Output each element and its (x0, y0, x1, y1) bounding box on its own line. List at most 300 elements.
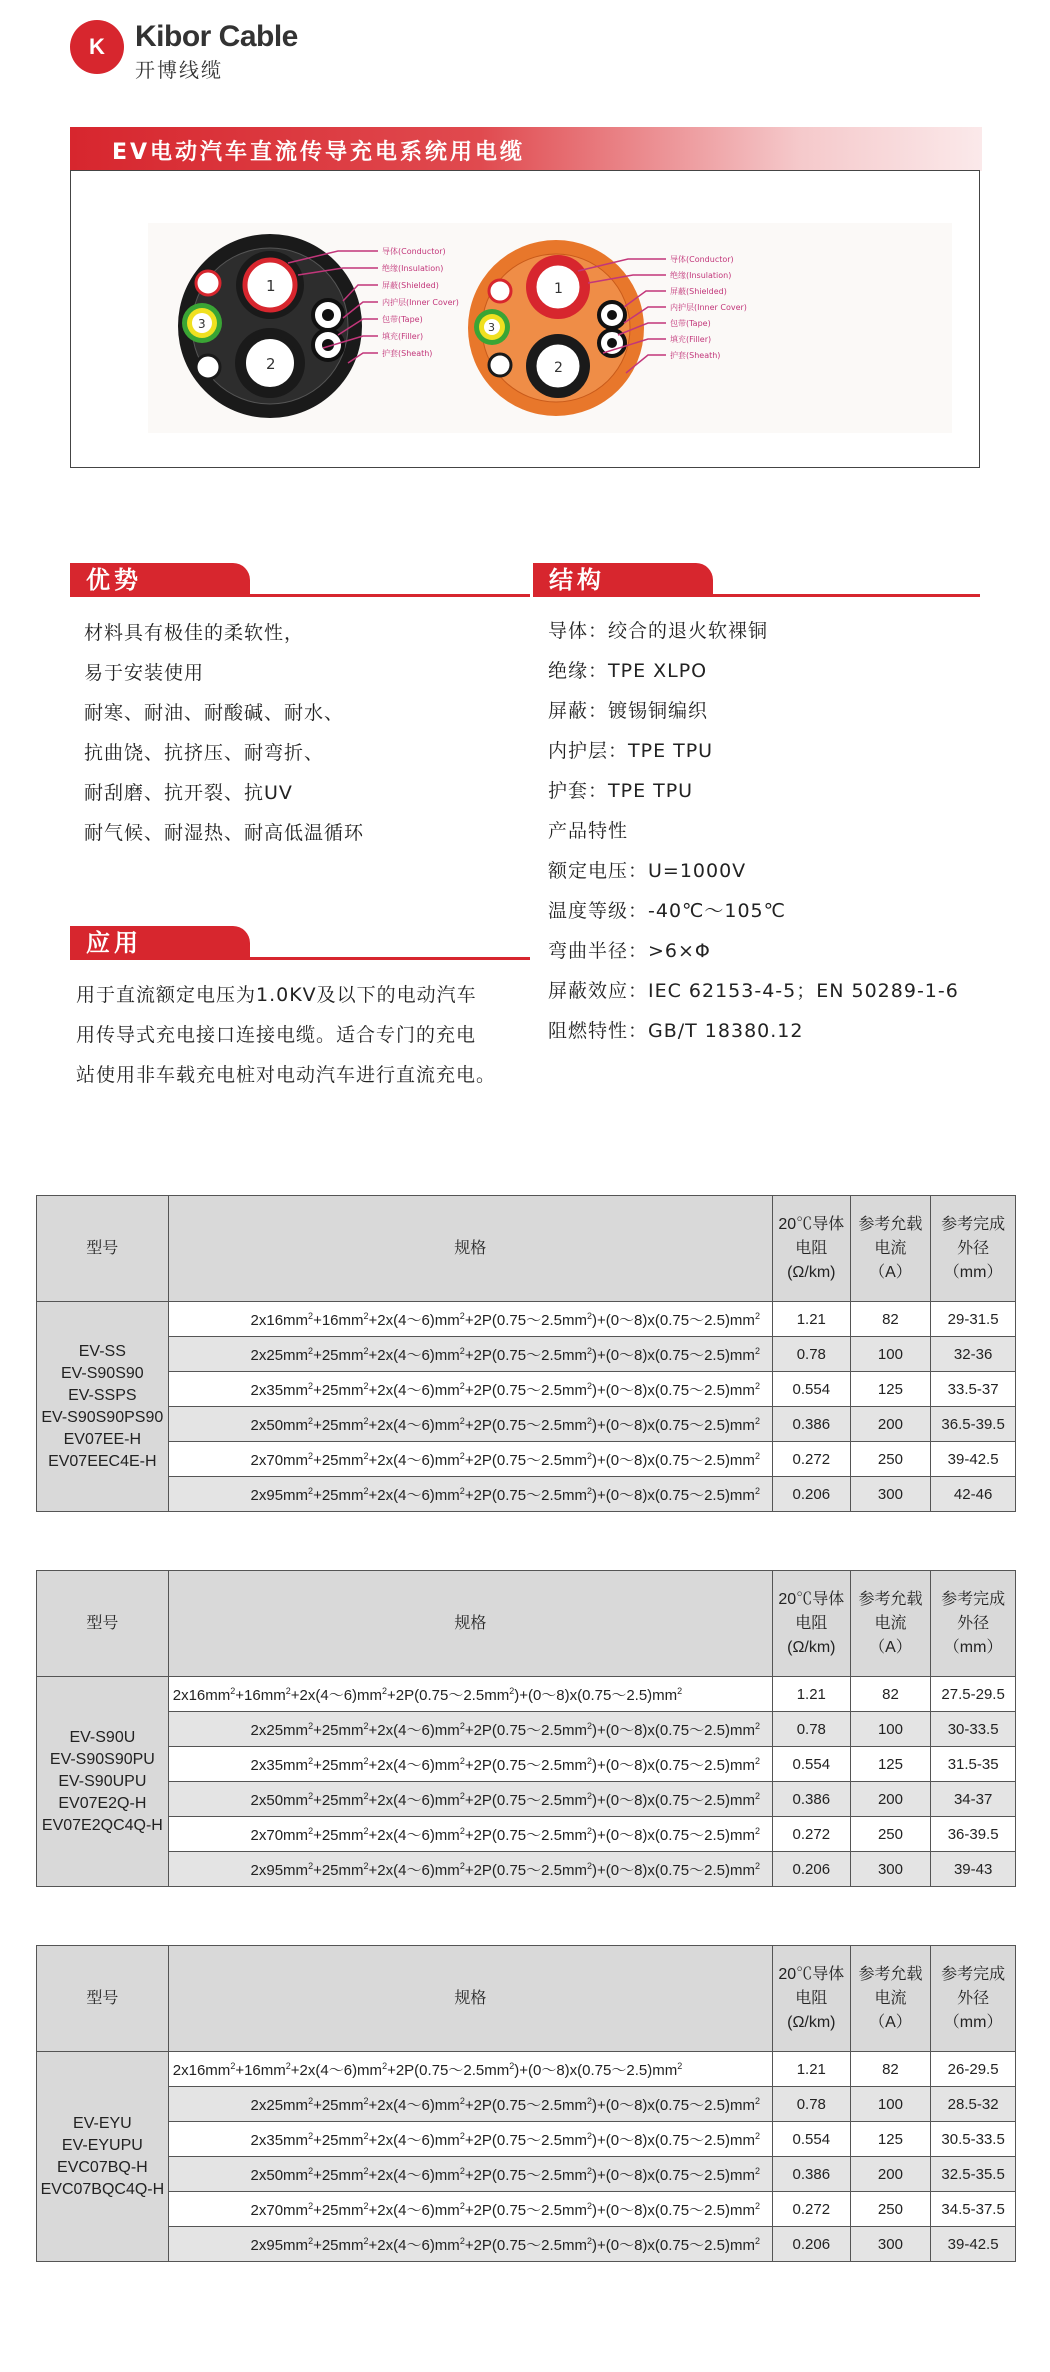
diameter-value: 42-46 (953, 1485, 993, 1503)
application-title: 应用 (70, 926, 250, 960)
diameter-cell (931, 2227, 1016, 2262)
table-row (37, 2157, 1016, 2192)
superscript: 2 (677, 2060, 683, 2071)
advantage-line: 易于安装使用 (84, 662, 205, 684)
structure-line: 屏蔽：镀锡铜编织 (548, 700, 709, 722)
table-row (37, 2192, 1016, 2227)
spec-earth: +2x(4～6)mm (368, 1381, 460, 1399)
diameter-value: 36.5-39.5 (941, 1415, 1005, 1433)
diameter-value: 28.5-32 (947, 2095, 999, 2113)
table-row (37, 1712, 1016, 1747)
diameter-cell (931, 1302, 1016, 1337)
spec-neutral: +25mm (313, 1486, 364, 1504)
spec-aux: )+(0～8)x(0.75～2.5)mm (591, 1756, 755, 1774)
current-value: 125 (877, 1380, 903, 1398)
diameter-cell (931, 2052, 1016, 2087)
superscript: 2 (285, 2060, 291, 2071)
superscript: 2 (363, 2165, 369, 2176)
superscript: 2 (363, 1825, 369, 1836)
resistance-value: 0.206 (792, 1485, 831, 1503)
current-value: 82 (882, 1685, 899, 1703)
label-shielded: 屏蔽(Shielded) (382, 281, 439, 290)
superscript: 2 (459, 1310, 465, 1321)
resistance-cell (772, 1747, 850, 1782)
spec-aux: )+(0～8)x(0.75～2.5)mm (514, 2061, 678, 2079)
spec-cores: 2x35mm (250, 2131, 309, 2149)
header-current-line: 参考允载 (858, 1965, 923, 1983)
spec-pair: +2P(0.75～2.5mm (464, 1346, 587, 1364)
resistance-cell (772, 1782, 850, 1817)
header-model-label: 型号 (86, 1239, 119, 1257)
resistance-value: 0.78 (796, 2095, 826, 2113)
current-cell (850, 1477, 931, 1512)
current-cell (850, 1337, 931, 1372)
superscript: 2 (308, 2095, 314, 2106)
current-cell (850, 1442, 931, 1477)
spec-neutral: +25mm (313, 1416, 364, 1434)
structure-line: 温度等级：-40℃～105℃ (548, 900, 786, 922)
resistance-cell (772, 1337, 850, 1372)
superscript: 2 (363, 1790, 369, 1801)
label-filler-o: 填充(Filler) (670, 335, 712, 344)
spec-cores: 2x25mm (250, 2096, 309, 2114)
superscript: 2 (509, 1685, 515, 1696)
label-insulation: 绝缘(Insulation) (382, 264, 444, 273)
pilot-core-a (196, 271, 220, 295)
table-header-row (37, 1946, 1016, 2052)
spec-cores: 2x50mm (250, 1791, 309, 1809)
core-3-number-o: 3 (488, 321, 495, 334)
header-resistance (772, 1946, 850, 2052)
spec-neutral: +25mm (313, 2096, 364, 2114)
spec-neutral: +25mm (313, 1756, 364, 1774)
application-rule (70, 957, 530, 960)
header-resistance-line: 20℃导体 (778, 1965, 845, 1983)
superscript: 2 (459, 2165, 465, 2176)
advantages-heading (70, 563, 530, 597)
current-cell (850, 2227, 931, 2262)
current-value: 100 (877, 2095, 903, 2113)
resistance-value: 0.206 (792, 2235, 831, 2253)
current-value: 250 (877, 1450, 903, 1468)
spec-aux: )+(0～8)x(0.75～2.5)mm (591, 2166, 755, 2184)
resistance-value: 0.554 (792, 1755, 831, 1773)
superscript: 2 (363, 2095, 369, 2106)
structure-line: 内护层：TPE TPU (548, 740, 714, 762)
structure-line: 阻燃特性：GB/T 18380.12 (548, 1020, 804, 1042)
diameter-cell (931, 1677, 1016, 1712)
spec-table-3 (36, 1945, 1016, 2262)
superscript: 2 (363, 1755, 369, 1766)
spec-cores: 2x35mm (250, 1756, 309, 1774)
spec-pair: +2P(0.75～2.5mm (464, 1486, 587, 1504)
superscript: 2 (754, 1755, 760, 1766)
superscript: 2 (586, 2200, 592, 2211)
current-cell (850, 1372, 931, 1407)
label-sheath-o: 护套(Sheath) (670, 351, 721, 360)
header-model-label: 型号 (86, 1614, 119, 1632)
superscript: 2 (459, 1415, 465, 1426)
header-diameter-line: 参考完成 (941, 1590, 1006, 1608)
current-value: 125 (877, 2130, 903, 2148)
header-current (850, 1571, 931, 1677)
spec-pair: +2P(0.75～2.5mm (464, 1756, 587, 1774)
current-cell (850, 1747, 931, 1782)
diameter-cell (931, 1337, 1016, 1372)
signal-pair-b-core-o (607, 338, 617, 348)
superscript: 2 (363, 1860, 369, 1871)
superscript: 2 (459, 2235, 465, 2246)
spec-cores: 2x70mm (250, 1451, 309, 1469)
model-name: EV-SS (78, 1342, 126, 1360)
resistance-value: 0.386 (792, 1790, 831, 1808)
structure-line: 屏蔽效应：IEC 62153-4-5；EN 50289-1-6 (548, 980, 959, 1002)
spec-pair: +2P(0.75～2.5mm (387, 1686, 510, 1704)
spec-aux: )+(0～8)x(0.75～2.5)mm (591, 1486, 755, 1504)
spec-cell (168, 2157, 772, 2192)
spec-pair: +2P(0.75～2.5mm (464, 1451, 587, 1469)
superscript: 2 (363, 1450, 369, 1461)
header-resistance-line: (Ω/km) (787, 1263, 836, 1281)
spec-earth: +2x(4～6)mm (368, 2201, 460, 2219)
brand-name-en: Kibor Cable (135, 20, 298, 53)
superscript: 2 (308, 1380, 314, 1391)
diameter-value: 30.5-33.5 (941, 2130, 1005, 2148)
spec-cell (168, 1747, 772, 1782)
spec-pair: +2P(0.75～2.5mm (464, 2236, 587, 2254)
current-value: 82 (882, 2060, 899, 2078)
spec-aux: )+(0～8)x(0.75～2.5)mm (591, 1826, 755, 1844)
header-current-line: 电流 (874, 1239, 907, 1257)
diameter-value: 36-39.5 (947, 1825, 999, 1843)
spec-aux: )+(0～8)x(0.75～2.5)mm (591, 1791, 755, 1809)
structure-line: 额定电压：U=1000V (548, 860, 747, 882)
model-name: EV07EEC4E-H (48, 1452, 157, 1470)
current-cell (850, 1782, 931, 1817)
spec-earth: +2x(4～6)mm (368, 2096, 460, 2114)
resistance-cell (772, 1677, 850, 1712)
header-model (37, 1946, 169, 2052)
table-header-row (37, 1571, 1016, 1677)
application-line: 用于直流额定电压为1.0KV及以下的电动汽车 (76, 984, 477, 1006)
header-diameter (931, 1571, 1016, 1677)
current-value: 125 (877, 1755, 903, 1773)
superscript: 2 (754, 2095, 760, 2106)
spec-cell (168, 1407, 772, 1442)
spec-neutral: +25mm (313, 1791, 364, 1809)
diameter-value: 30-33.5 (947, 1720, 999, 1738)
spec-cell (168, 2052, 772, 2087)
header-model-label: 型号 (86, 1989, 119, 2007)
spec-cores: 2x50mm (250, 1416, 309, 1434)
structure-line: 产品特性 (548, 820, 629, 842)
core-1-number-o: 1 (554, 281, 563, 297)
spec-neutral: +25mm (313, 1381, 364, 1399)
superscript: 2 (586, 2095, 592, 2106)
model-list (37, 2052, 169, 2262)
superscript: 2 (459, 1450, 465, 1461)
header-spec-label: 规格 (454, 1239, 487, 1257)
diameter-value: 29-31.5 (947, 1310, 999, 1328)
diameter-cell (931, 2122, 1016, 2157)
spec-earth: +2x(4～6)mm (368, 1756, 460, 1774)
spec-pair: +2P(0.75～2.5mm (464, 1721, 587, 1739)
model-name: EV07E2QC4Q-H (41, 1816, 163, 1834)
diameter-cell (931, 2192, 1016, 2227)
structure-list (548, 616, 959, 1056)
superscript: 2 (754, 1415, 760, 1426)
superscript: 2 (586, 1415, 592, 1426)
label-conductor: 导体(Conductor) (382, 247, 446, 256)
current-value: 200 (877, 1790, 903, 1808)
spec-earth: +2x(4～6)mm (368, 1861, 460, 1879)
superscript: 2 (586, 2130, 592, 2141)
diameter-cell (931, 1442, 1016, 1477)
spec-neutral: +25mm (313, 2236, 364, 2254)
signal-pair-a-core (322, 309, 334, 321)
diameter-value: 26-29.5 (947, 2060, 999, 2078)
spec-cell (168, 1852, 772, 1887)
header-spec (168, 1946, 772, 2052)
table-row (37, 2122, 1016, 2157)
spec-neutral: +16mm (235, 2061, 286, 2079)
superscript: 2 (459, 1790, 465, 1801)
current-cell (850, 2052, 931, 2087)
spec-pair: +2P(0.75～2.5mm (464, 1861, 587, 1879)
resistance-value: 0.78 (796, 1345, 826, 1363)
superscript: 2 (459, 1755, 465, 1766)
label-tape-o: 包带(Tape) (670, 319, 711, 328)
resistance-cell (772, 2122, 850, 2157)
header-current-line: 参考允载 (858, 1215, 923, 1233)
superscript: 2 (459, 1720, 465, 1731)
label-sheath: 护套(Sheath) (382, 349, 433, 358)
pilot-core-b-o (489, 354, 511, 376)
diameter-cell (931, 1477, 1016, 1512)
header-current-line: 电流 (874, 1989, 907, 2007)
advantage-line: 抗曲饶、抗挤压、耐弯折、 (84, 742, 325, 764)
spec-cell (168, 1712, 772, 1747)
superscript: 2 (459, 2200, 465, 2211)
current-value: 250 (877, 1825, 903, 1843)
superscript: 2 (754, 2165, 760, 2176)
diameter-cell (931, 1712, 1016, 1747)
spec-earth: +2x(4～6)mm (368, 1416, 460, 1434)
brand-logo-mark: K (70, 20, 124, 74)
resistance-value: 0.554 (792, 2130, 831, 2148)
superscript: 2 (459, 1345, 465, 1356)
structure-heading (533, 563, 980, 597)
diameter-value: 27.5-29.5 (941, 1685, 1005, 1703)
diameter-value: 31.5-35 (947, 1755, 999, 1773)
spec-table-1 (36, 1195, 1016, 1512)
header-current (850, 1946, 931, 2052)
superscript: 2 (382, 1685, 388, 1696)
core-3-number: 3 (198, 317, 206, 331)
spec-neutral: +16mm (235, 1686, 286, 1704)
superscript: 2 (382, 2060, 388, 2071)
spec-cores: 2x95mm (250, 1486, 309, 1504)
table-row (37, 1407, 1016, 1442)
spec-earth: +2x(4～6)mm (368, 1451, 460, 1469)
advantage-line: 耐刮磨、抗开裂、抗UV (84, 782, 293, 804)
spec-cell (168, 1477, 772, 1512)
diameter-cell (931, 2157, 1016, 2192)
current-value: 300 (877, 1860, 903, 1878)
superscript: 2 (363, 1345, 369, 1356)
core-2-number-o: 2 (554, 360, 563, 376)
structure-title: 结构 (533, 563, 713, 597)
table-row (37, 1302, 1016, 1337)
structure-line: 导体：绞合的退火软裸铜 (548, 620, 769, 642)
spec-aux: )+(0～8)x(0.75～2.5)mm (591, 1451, 755, 1469)
spec-earth: +2x(4～6)mm (368, 1826, 460, 1844)
spec-cell (168, 1302, 772, 1337)
spec-earth: +2x(4～6)mm (368, 1486, 460, 1504)
current-value: 82 (882, 1310, 899, 1328)
spec-cell (168, 2087, 772, 2122)
header-current-line: 参考允载 (858, 1590, 923, 1608)
model-name: EV07E2Q-H (58, 1794, 147, 1812)
superscript: 2 (586, 1310, 592, 1321)
pilot-core-b (196, 355, 220, 379)
superscript: 2 (459, 2130, 465, 2141)
header-resistance (772, 1196, 850, 1302)
current-cell (850, 2157, 931, 2192)
header-resistance-line: (Ω/km) (787, 2013, 836, 2031)
resistance-cell (772, 2087, 850, 2122)
current-value: 200 (877, 2165, 903, 2183)
application-heading (70, 926, 530, 960)
superscript: 2 (230, 1685, 236, 1696)
pilot-core-a-o (489, 280, 511, 302)
current-value: 100 (877, 1720, 903, 1738)
label-insulation-o: 绝缘(Insulation) (670, 271, 732, 280)
spec-aux: )+(0～8)x(0.75～2.5)mm (591, 1381, 755, 1399)
superscript: 2 (586, 1860, 592, 1871)
spec-pair: +2P(0.75～2.5mm (464, 2096, 587, 2114)
advantages-list (84, 618, 364, 858)
spec-cores: 2x50mm (250, 2166, 309, 2184)
spec-cores: 2x95mm (250, 2236, 309, 2254)
resistance-cell (772, 1442, 850, 1477)
model-name: EV-EYUPU (61, 2136, 143, 2154)
resistance-value: 1.21 (796, 1685, 826, 1703)
diameter-value: 39-43 (953, 1860, 993, 1878)
spec-neutral: +25mm (313, 1346, 364, 1364)
spec-cores: 2x16mm (172, 2061, 231, 2079)
superscript: 2 (459, 1825, 465, 1836)
table-row (37, 1372, 1016, 1407)
orange-cable-section (468, 240, 747, 416)
diameter-cell (931, 2087, 1016, 2122)
spec-aux: )+(0～8)x(0.75～2.5)mm (514, 1686, 678, 1704)
cable-cross-section-diagram (148, 223, 952, 433)
advantages-title: 优势 (70, 563, 250, 597)
header-resistance-line: 电阻 (795, 1239, 828, 1257)
spec-neutral: +25mm (313, 1451, 364, 1469)
spec-cell (168, 1677, 772, 1712)
header-resistance (772, 1571, 850, 1677)
spec-pair: +2P(0.75～2.5mm (387, 2061, 510, 2079)
resistance-value: 0.272 (792, 1825, 831, 1843)
superscript: 2 (586, 2165, 592, 2176)
spec-earth: +2x(4～6)mm (290, 2061, 383, 2079)
resistance-value: 1.21 (796, 1310, 826, 1328)
superscript: 2 (586, 1790, 592, 1801)
current-cell (850, 1852, 931, 1887)
superscript: 2 (308, 1825, 314, 1836)
superscript: 2 (677, 1685, 683, 1696)
model-name: EV-S90S90 (60, 1364, 144, 1382)
spec-neutral: +25mm (313, 1861, 364, 1879)
spec-cores: 2x70mm (250, 1826, 309, 1844)
model-name: EV-S90S90PU (49, 1750, 155, 1768)
current-cell (850, 1407, 931, 1442)
superscript: 2 (586, 1345, 592, 1356)
table-row (37, 1337, 1016, 1372)
spec-pair: +2P(0.75～2.5mm (464, 2166, 587, 2184)
superscript: 2 (754, 1825, 760, 1836)
model-list (37, 1677, 169, 1887)
current-value: 100 (877, 1345, 903, 1363)
diameter-cell (931, 1372, 1016, 1407)
spec-pair: +2P(0.75～2.5mm (464, 1416, 587, 1434)
diameter-cell (931, 1407, 1016, 1442)
advantage-line: 耐寒、耐油、耐酸碱、耐水、 (84, 702, 345, 724)
current-cell (850, 1677, 931, 1712)
superscript: 2 (285, 1685, 291, 1696)
advantages-rule (70, 594, 530, 597)
header-diameter-line: （mm） (943, 1263, 1003, 1281)
superscript: 2 (308, 1345, 314, 1356)
table-row (37, 1477, 1016, 1512)
superscript: 2 (754, 2200, 760, 2211)
diameter-value: 32.5-35.5 (941, 2165, 1005, 2183)
table-row (37, 2087, 1016, 2122)
application-text (76, 980, 496, 1100)
superscript: 2 (363, 2235, 369, 2246)
superscript: 2 (363, 1485, 369, 1496)
spec-table-2 (36, 1570, 1016, 1887)
spec-earth: +2x(4～6)mm (368, 1721, 460, 1739)
header-model (37, 1571, 169, 1677)
resistance-cell (772, 1407, 850, 1442)
resistance-cell (772, 1712, 850, 1747)
header-resistance-line: 电阻 (795, 1989, 828, 2007)
resistance-cell (772, 1477, 850, 1512)
spec-aux: )+(0～8)x(0.75～2.5)mm (591, 2236, 755, 2254)
superscript: 2 (586, 1450, 592, 1461)
current-cell (850, 1712, 931, 1747)
model-name: EV-S90UPU (58, 1772, 147, 1790)
superscript: 2 (308, 1450, 314, 1461)
superscript: 2 (754, 2130, 760, 2141)
table-row (37, 1747, 1016, 1782)
superscript: 2 (308, 1860, 314, 1871)
header-diameter (931, 1196, 1016, 1302)
superscript: 2 (754, 1790, 760, 1801)
model-name: EV-EYU (73, 2114, 132, 2132)
current-cell (850, 2087, 931, 2122)
spec-earth: +2x(4～6)mm (368, 1311, 460, 1329)
core-1-number: 1 (266, 277, 276, 295)
superscript: 2 (308, 1415, 314, 1426)
label-shielded-o: 屏蔽(Shielded) (670, 287, 727, 296)
header-diameter-line: 外径 (957, 1989, 990, 2007)
table-row (37, 2227, 1016, 2262)
resistance-value: 0.272 (792, 1450, 831, 1468)
